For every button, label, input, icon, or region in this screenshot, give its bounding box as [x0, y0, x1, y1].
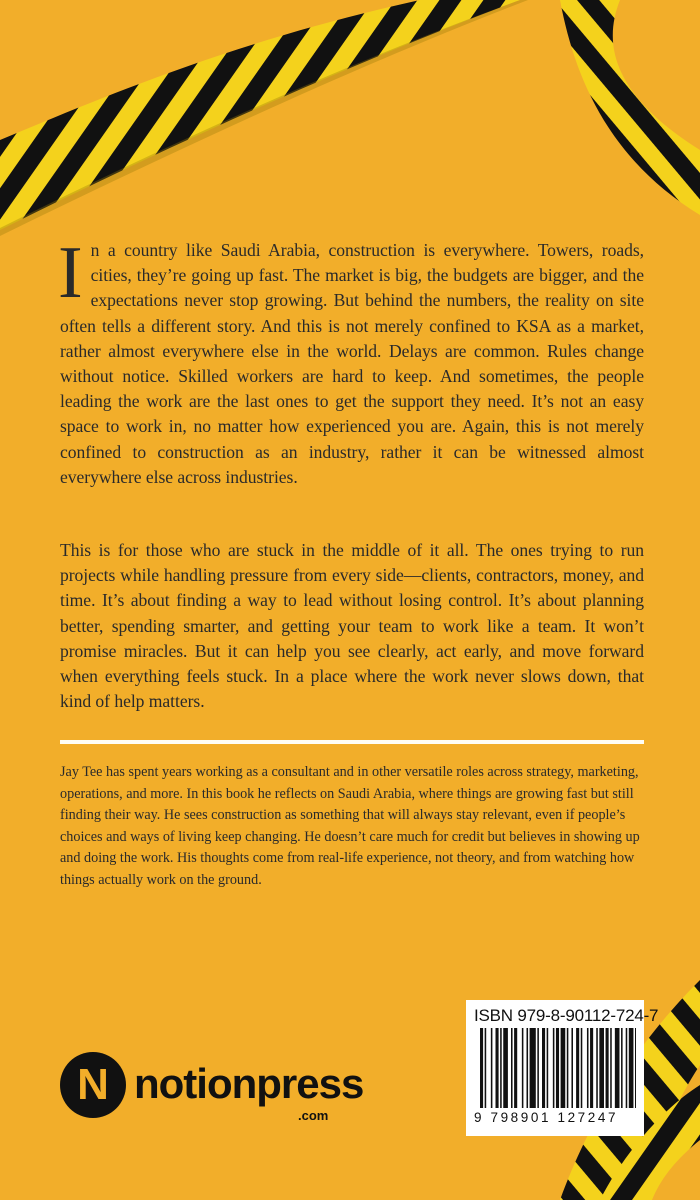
barcode-bar — [587, 1028, 589, 1108]
publisher-logo-mark — [60, 1052, 126, 1118]
barcode-bar — [527, 1028, 529, 1108]
barcode-bar — [530, 1028, 536, 1108]
publisher-logo-letter: N — [77, 1060, 109, 1109]
blurb-paragraph-1 — [58, 232, 644, 490]
barcode-digits: 9 798901 127247 — [474, 1110, 619, 1125]
barcode-bar — [590, 1028, 593, 1108]
barcode-bar — [511, 1028, 513, 1108]
barcode-bar — [561, 1028, 566, 1108]
isbn-label: ISBN 979-8-90112-724-7 — [474, 1006, 659, 1025]
publisher-logo — [60, 1048, 364, 1128]
publisher-domain: .com — [298, 1108, 329, 1123]
publisher-name: notionpress — [134, 1060, 364, 1107]
barcode-bar — [576, 1028, 579, 1108]
barcode-bar — [547, 1028, 549, 1108]
barcode-bar — [500, 1028, 502, 1108]
barcode-bar — [626, 1028, 628, 1108]
barcode-bar — [503, 1028, 508, 1108]
barcode-bar — [556, 1028, 559, 1108]
barcode-bar — [522, 1028, 524, 1108]
blurb-paragraph-2: This is for those who are stuck in the middle of it all. The ones trying to run projects while handling pressure from every side—clients, contractors, money, and time. It’s about finding a way to lead without losing control. It’s about planning better, spending smarter, and getting your team to work like a team. It won’t promise miracles. But it can help you see clearly, act early, and move forward when everything feels stuck. In a place where the work never slows down, that kind of help matters. — [60, 540, 644, 712]
barcode-bar — [610, 1028, 612, 1108]
barcode-bar — [599, 1028, 604, 1108]
barcode-bar — [537, 1028, 539, 1108]
barcode-bar — [596, 1028, 598, 1108]
barcode-bar — [621, 1028, 623, 1108]
blurb-paragraph-1-text: n a country like Saudi Arabia, construction is everywhere. Towers, roads, cities, they’re going up fast. The market is big, the budgets are bigger, and the expectations never stop growing. But behind the numbers, the reality on site often tells a different story. And this is not merely confined to KSA as a market, rather almost everywhere else in the world. Delays are common. Rules change without notice. Skilled workers are hard to keep. And sometimes, the people leading the work are the last ones to get the support they need. It’s not an easy space to work in, no matter how experienced you are. Again, this is not merely confined to construction as an industry, rather it can be witnessed almost everywhere else across industries. — [60, 240, 644, 487]
barcode-bar — [615, 1028, 620, 1108]
barcode — [474, 1028, 636, 1110]
divider-rule — [60, 740, 644, 744]
barcode-bar — [553, 1028, 555, 1108]
isbn-barcode-box — [466, 1000, 659, 1136]
barcode-bar — [514, 1028, 517, 1108]
barcode-bar — [485, 1028, 487, 1108]
barcode-bar — [635, 1028, 636, 1108]
barcode-bar — [606, 1028, 609, 1108]
barcode-bar — [581, 1028, 583, 1108]
author-bio: Jay Tee has spent years working as a consultant and in other versatile roles across strategy, marketing, operations, and more. In this book he reflects on Saudi Arabia, where things are growing fast but still finding their way. He sees construction as something that will always stay relevant, even if people’s choices and ways of living keep changing. He doesn’t care much for credit but believes in showing up and doing the work. His thoughts come from real-life experience, not theory, and from watching how things actually work on the ground. — [60, 764, 640, 888]
barcode-bar — [571, 1028, 573, 1108]
barcode-bar — [542, 1028, 545, 1108]
barcode-bar — [491, 1028, 493, 1108]
barcode-bar — [496, 1028, 499, 1108]
barcode-bar — [480, 1028, 483, 1108]
barcode-bar — [629, 1028, 634, 1108]
barcode-bar — [567, 1028, 569, 1108]
drop-cap: I — [58, 232, 83, 314]
